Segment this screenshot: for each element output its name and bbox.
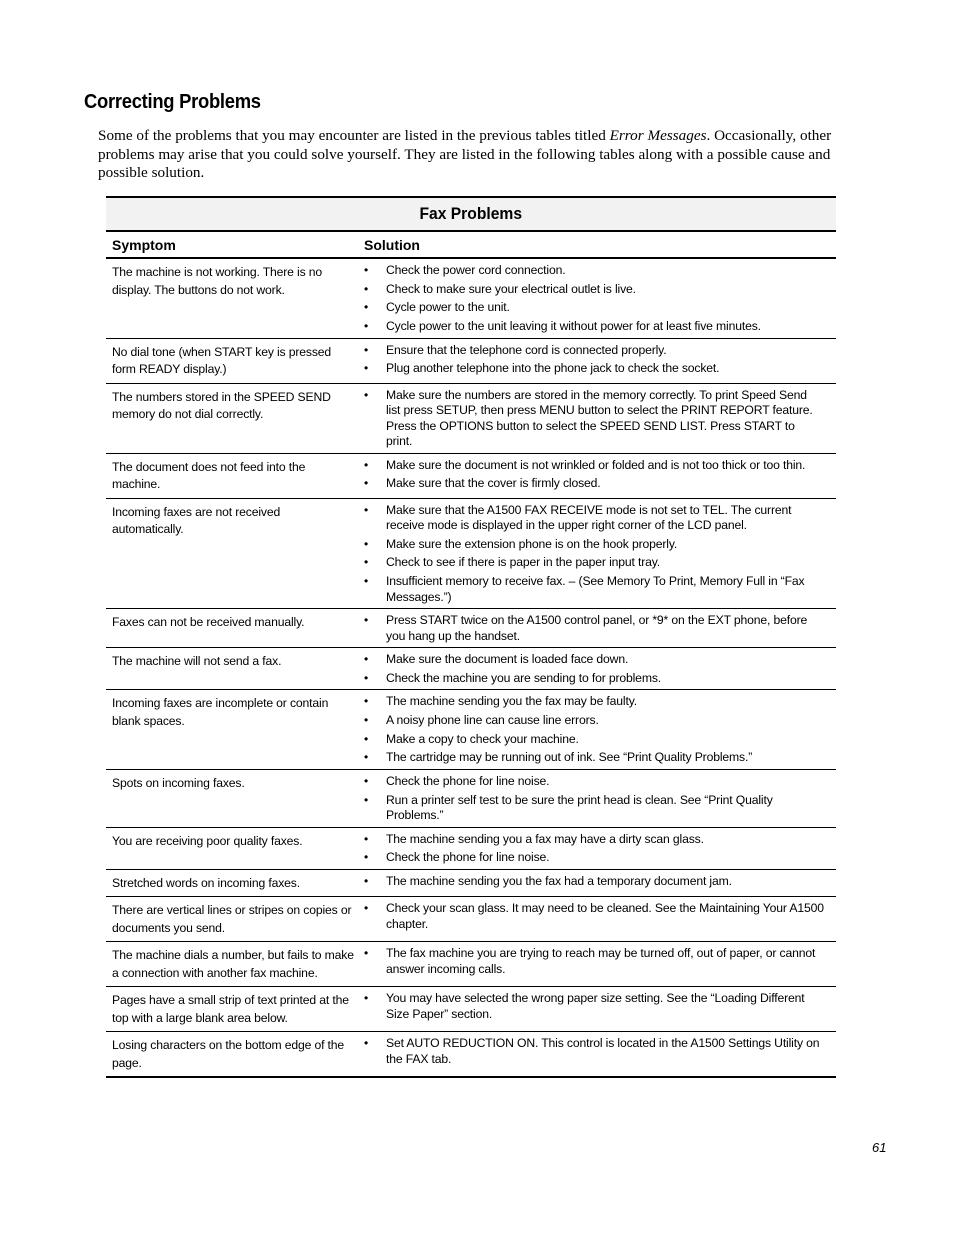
symptom-column-header: Symptom: [112, 236, 176, 253]
solution-item: • Make sure the extension phone is on the hook properly.: [358, 537, 824, 553]
symptom-cell: No dial tone (when START key is pressed form READY display.): [112, 344, 332, 377]
solution-list: [358, 987, 836, 1031]
symptom-cell: Spots on incoming faxes.: [112, 775, 245, 790]
table-row: [106, 870, 836, 898]
solution-list: [358, 648, 836, 689]
intro-paragraph: [98, 127, 852, 183]
table-title: Fax Problems: [106, 196, 836, 232]
solution-item: • Set AUTO REDUCTION ON. This control is located in the A1500 Settings Utility on the FAX tab.: [358, 1036, 824, 1067]
solution-list: [358, 454, 836, 498]
table-header-row: [106, 232, 836, 259]
table-row: [106, 1032, 836, 1078]
table-row: [106, 384, 836, 454]
solution-item: • Press START twice on the A1500 control panel, or *9* on the EXT phone, before you hang up the handset.: [358, 613, 824, 644]
solution-item: • Check the machine you are sending to for problems.: [358, 671, 824, 687]
table-row: [106, 339, 836, 384]
solution-list: [358, 942, 836, 986]
solution-list: [358, 690, 836, 769]
symptom-cell: The machine is not working. There is no display. The buttons do not work.: [112, 265, 323, 297]
solution-list: [358, 828, 836, 869]
solution-list: [358, 499, 836, 609]
symptom-cell: You are receiving poor quality faxes.: [112, 833, 303, 848]
solution-item: • Check the power cord connection.: [358, 263, 824, 279]
solution-item: • Insufficient memory to receive fax. – (See Memory To Print, Memory Full in “Fax Messages.”): [358, 574, 824, 605]
page-title: Correcting Problems: [84, 91, 261, 113]
solution-item: • Check the phone for line noise.: [358, 774, 824, 790]
solution-item: • Make sure that the cover is firmly closed.: [358, 476, 824, 492]
solution-item: • Run a printer self test to be sure the print head is clean. See “Print Quality Problems.”: [358, 793, 824, 824]
page-number: 61: [872, 1140, 887, 1155]
solution-list: [358, 770, 836, 827]
solution-item: • The cartridge may be running out of ink. See “Print Quality Problems.”: [358, 750, 824, 766]
table-row: [106, 690, 836, 770]
solution-item: • Make a copy to check your machine.: [358, 732, 824, 748]
solution-item: • The fax machine you are trying to reach may be turned off, out of paper, or cannot answer incoming calls.: [358, 946, 824, 977]
symptom-cell: Stretched words on incoming faxes.: [112, 875, 300, 890]
table-row: [106, 987, 836, 1032]
symptom-cell: Faxes can not be received manually.: [112, 615, 305, 630]
solution-list: [358, 384, 836, 453]
solution-item: • Check to make sure your electrical outlet is live.: [358, 282, 824, 298]
solution-item: • The machine sending you the fax may be faulty.: [358, 694, 824, 710]
table-row: [106, 454, 836, 499]
solution-item: • Ensure that the telephone cord is connected properly.: [358, 343, 824, 359]
table-row: [106, 942, 836, 987]
symptom-cell: There are vertical lines or stripes on copies or documents you send.: [112, 903, 352, 935]
solution-item: • Plug another telephone into the phone jack to check the socket.: [358, 361, 824, 377]
table-body: [106, 259, 836, 1078]
symptom-cell: Incoming faxes are incomplete or contain blank spaces.: [112, 696, 329, 728]
solution-item: • Check your scan glass. It may need to be cleaned. See the Maintaining Your A1500 chapter.: [358, 901, 824, 932]
solution-item: • Check the phone for line noise.: [358, 850, 824, 866]
solution-item: • The machine sending you the fax had a temporary document jam.: [358, 874, 824, 890]
solution-list: [358, 609, 836, 647]
solution-item: • Cycle power to the unit.: [358, 300, 824, 316]
symptom-cell: The machine will not send a fax.: [112, 654, 282, 669]
table-row: [106, 897, 836, 942]
solution-item: • Make sure the numbers are stored in the memory correctly. To print Speed Send list press SETUP, then press MENU button to select the PRINT REPORT feature. Press the OPTIONS button to select the SPEED SEND LIST. Press START to print.: [358, 388, 824, 450]
solution-list: [358, 870, 836, 897]
table-row: [106, 499, 836, 610]
solution-item: • Make sure the document is loaded face down.: [358, 652, 824, 668]
solution-item: • Cycle power to the unit leaving it without power for at least five minutes.: [358, 319, 824, 335]
symptom-cell: The numbers stored in the SPEED SEND memory do not dial correctly.: [112, 389, 331, 422]
fax-problems-table: [106, 196, 836, 1078]
intro-text-start: Some of the problems that you may encounter are listed in the previous tables titled: [98, 127, 610, 144]
table-row: [106, 828, 836, 870]
solution-item: • Make sure the document is not wrinkled or folded and is not too thick or too thin.: [358, 458, 824, 474]
solution-item: • You may have selected the wrong paper size setting. See the “Loading Different Size Paper” section.: [358, 991, 824, 1022]
symptom-cell: The document does not feed into the machine.: [112, 459, 306, 492]
solution-list: [358, 259, 836, 338]
solution-column-header: Solution: [364, 236, 420, 253]
table-row: [106, 609, 836, 648]
intro-emphasis: Error Messages: [609, 127, 707, 144]
solution-list: [358, 897, 836, 941]
table-row: [106, 648, 836, 690]
symptom-cell: Losing characters on the bottom edge of the page.: [112, 1038, 345, 1070]
table-row: [106, 259, 836, 339]
symptom-cell: The machine dials a number, but fails to make a connection with another fax machine.: [112, 948, 354, 980]
solution-list: [358, 1032, 836, 1076]
solution-item: • Make sure that the A1500 FAX RECEIVE mode is not set to TEL. The current receive mode is displayed in the upper right corner of the LCD panel.: [358, 503, 824, 534]
solution-list: [358, 339, 836, 383]
solution-item: • The machine sending you a fax may have a dirty scan glass.: [358, 832, 824, 848]
symptom-cell: Pages have a small strip of text printed at the top with a large blank area below.: [112, 993, 349, 1025]
solution-item: • Check to see if there is paper in the paper input tray.: [358, 555, 824, 571]
table-row: [106, 770, 836, 828]
symptom-cell: Incoming faxes are not received automatically.: [112, 504, 281, 537]
solution-item: • A noisy phone line can cause line errors.: [358, 713, 824, 729]
intro-text-end: . Occasionally, other problems may arise that you could solve yourself. They are listed in the following tables along with a possible cause and possible solution.: [98, 127, 832, 181]
